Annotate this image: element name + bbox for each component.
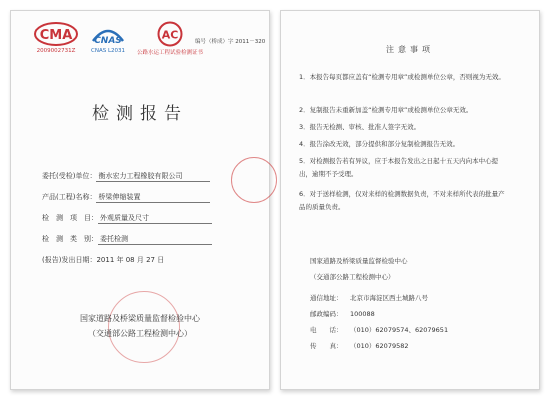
center-seal-stamp	[108, 291, 180, 363]
ac-logo-caption: 公路水运工程试验检测证书	[137, 50, 204, 56]
svg-text:CNAS: CNAS	[94, 36, 122, 46]
cma-logo-number: 2009002731Z	[36, 48, 76, 54]
cma-logo-icon	[33, 21, 79, 47]
contact-address-label: 通信地址：	[310, 294, 343, 302]
notice-rule-6: 6．对于送样检测，仅对来样的检测数据负责，不对来样所代表的批量产品的质量负责。	[299, 190, 505, 211]
field-test-type-value: 委托检测	[98, 234, 212, 245]
field-issue-date-label: (报告)发出日期：	[42, 256, 97, 264]
cnas-logo-number: CNAS L2031	[90, 48, 126, 54]
field-client-label: 委托(受检)单位：	[42, 172, 97, 180]
svg-text:CMA: CMA	[39, 28, 73, 43]
contact-postcode-value: 100088	[350, 310, 375, 318]
notice-rule-1: 1．本报告每页都应盖有“检测专用章”或检测单位公章，否则视为无效。	[299, 73, 505, 81]
field-test-item	[42, 213, 212, 224]
contact-address	[310, 293, 428, 302]
contact-fax	[310, 341, 409, 350]
notice-page	[280, 10, 540, 390]
report-title: 检测报告	[92, 104, 188, 124]
field-test-type-label: 检 测 类 别：	[42, 235, 98, 243]
contact-org-subname: （交通部公路工程检测中心）	[310, 273, 395, 281]
notice-rule-5: 5．对检测报告若有异议，应于本报告发出之日起十五天内向本中心提出，逾期不予受理。	[299, 157, 499, 178]
contact-org-name: 国家道路及桥梁质量监督检验中心	[310, 257, 408, 265]
certificate-number: 编号（桥成）字 2011－320	[195, 39, 266, 45]
field-issue-date	[42, 255, 164, 265]
notice-rule-2: 2．复制报告未重新加盖“检测专用章”或检测单位公章无效。	[299, 106, 473, 114]
ac-logo-icon	[148, 21, 192, 47]
field-test-type	[42, 234, 212, 245]
notice-rule-4: 4．报告涂改无效，部分提供和部分复制检测报告无效。	[299, 140, 460, 148]
contact-postcode	[310, 309, 375, 318]
inspection-seal-stamp	[231, 157, 277, 203]
field-test-item-value: 外观质量及尺寸	[98, 213, 212, 224]
field-test-item-label: 检 测 项 目：	[42, 214, 98, 222]
contact-postcode-label: 邮政编码：	[310, 310, 343, 318]
cnas-logo-icon	[87, 21, 129, 47]
field-product-label: 产品(工程)名称：	[42, 193, 97, 201]
contact-fax-value: （010）62079582	[350, 342, 409, 350]
cnas-logo	[87, 21, 129, 54]
field-issue-date-value: 2011 年 08 月 27 日	[96, 256, 165, 264]
svg-text:AC: AC	[161, 28, 179, 42]
report-cover-page	[10, 10, 270, 390]
field-client	[42, 171, 210, 182]
notice-rule-3: 3．报告无检测、审核、批准人签字无效。	[299, 123, 421, 131]
issuing-org-subname: （交通部公路工程检测中心）	[88, 329, 192, 338]
field-client-value: 衡水宏力工程橡胶有限公司	[96, 171, 210, 182]
field-product	[42, 192, 210, 203]
notice-title: 注意事项	[386, 45, 434, 54]
ac-logo	[137, 21, 203, 56]
issuing-org-name: 国家道路及桥梁质量监督检验中心	[80, 314, 200, 323]
contact-phone	[310, 325, 448, 334]
contact-address-value: 北京市海淀区西土城路八号	[350, 294, 428, 302]
contact-phone-label: 电 话：	[310, 326, 343, 334]
cma-logo	[33, 21, 79, 54]
field-product-value: 桥梁伸缩装置	[96, 192, 210, 203]
contact-phone-value: （010）62079574、62079651	[350, 326, 449, 334]
contact-fax-label: 传 真：	[310, 342, 343, 350]
